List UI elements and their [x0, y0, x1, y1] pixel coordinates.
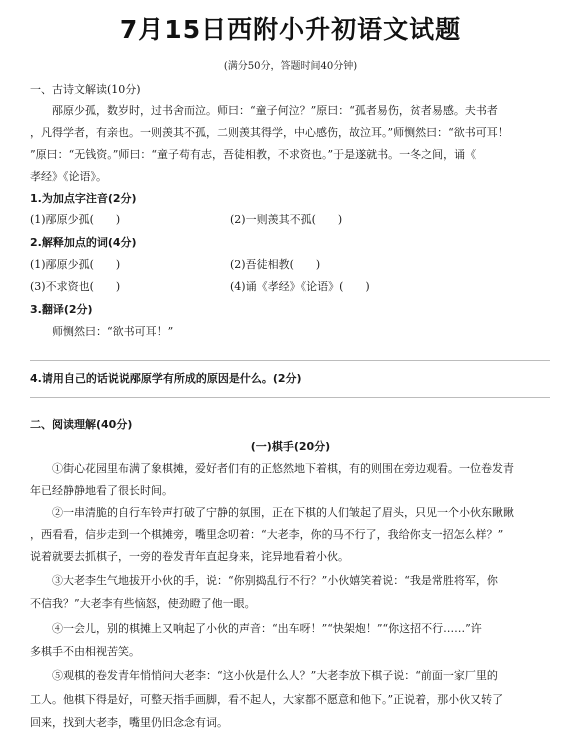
question-2d: (4)诵《孝经》《论语》( ): [230, 280, 370, 293]
section2-heading: 二、阅读理解(40分): [30, 418, 133, 431]
question-2b: (2)吾徒相教( ): [230, 258, 321, 271]
question-2a: (1)邴原少孤( ): [30, 258, 121, 271]
question-2c: (3)不求资也( ): [30, 280, 121, 293]
divider: [30, 397, 550, 398]
reading-subheading: (一)棋手(20分): [250, 440, 331, 453]
reading-line: 不信我？”大老李有些恼怒，使劲瞪了他一眼。: [30, 597, 256, 610]
section1-heading: 一、古诗文解读(10分): [30, 83, 141, 96]
passage-line: ”原曰：“无钱资。”师曰：“童子苟有志，吾徒相教，不求资也。”于是遂就书。一冬之间，诵《: [30, 148, 477, 161]
reading-line: ②一串清脆的自行车铃声打破了宁静的氛围，正在下棋的人们皱起了眉头，只见一个小伙东瞅瞅: [30, 506, 514, 519]
reading-line: ①街心花园里布满了象棋摊，爱好者们有的正悠然地下着棋，有的则围在旁边观看。一位卷发青: [30, 462, 514, 475]
question-1b: (2)一则羡其不孤( ): [230, 213, 343, 226]
reading-line: ⑤观棋的卷发青年悄悄问大老李：“这小伙是什么人？”大老李放下棋子说：“前面一家厂里的: [30, 669, 498, 682]
exam-info: (满分50分，答题时间40分钟): [223, 61, 358, 72]
passage-line: 孝经》《论语》。: [30, 170, 107, 183]
question-4-label: 4.请用自己的话说说邴原学有所成的原因是什么。(2分): [30, 372, 302, 385]
question-1a: (1)邴原少孤( ): [30, 213, 121, 226]
divider: [30, 360, 550, 361]
reading-line: 回来，找到大老李，嘴里仍旧念念有词。: [30, 716, 228, 729]
reading-line: ③大老李生气地拔开小伙的手，说：“你别捣乱行不行？”小伙嬉笑着说：“我是常胜将军，你: [30, 574, 498, 587]
reading-line: 说着就要去抓棋子，一旁的卷发青年直起身来，诧异地看着小伙。: [30, 550, 349, 563]
page-title: 7月15日西附小升初语文试题: [119, 15, 462, 44]
question-1-label: 1.为加点字注音(2分): [30, 192, 137, 205]
reading-line: 年已经静静地看了很长时间。: [30, 484, 173, 497]
reading-line: ，西看看，信步走到一个棋摊旁，嘴里念叨着：“大老李，你的马不行了，我给你支一招怎么样？”: [30, 528, 504, 541]
question-2-label: 2.解释加点的词(4分): [30, 236, 137, 249]
passage-line: 邴原少孤，数岁时，过书舍而泣。师曰：“童子何泣？”原曰：“孤者易伤，贫者易感。夫书者: [30, 104, 498, 117]
passage-line: ，凡得学者，有亲也。一则羡其不孤，二则羡其得学，中心感伤，故泣耳。”师恻然曰：“欲书可耳！: [30, 126, 509, 139]
reading-line: 工人。他棋下得是好，可整天指手画脚，看不起人，大家都不愿意和他下。”正说着，那小伙又转了: [30, 693, 504, 706]
reading-line: ④一会儿，别的棋摊上又响起了小伙的声音：“出车呀！”“快架炮！”“你这招不行……”许: [30, 622, 482, 635]
reading-line: 多棋手不由相视苦笑。: [30, 645, 140, 658]
question-3-label: 3.翻译(2分): [30, 303, 93, 316]
question-3-text: 师恻然曰：“欲书可耳！”: [30, 325, 174, 338]
